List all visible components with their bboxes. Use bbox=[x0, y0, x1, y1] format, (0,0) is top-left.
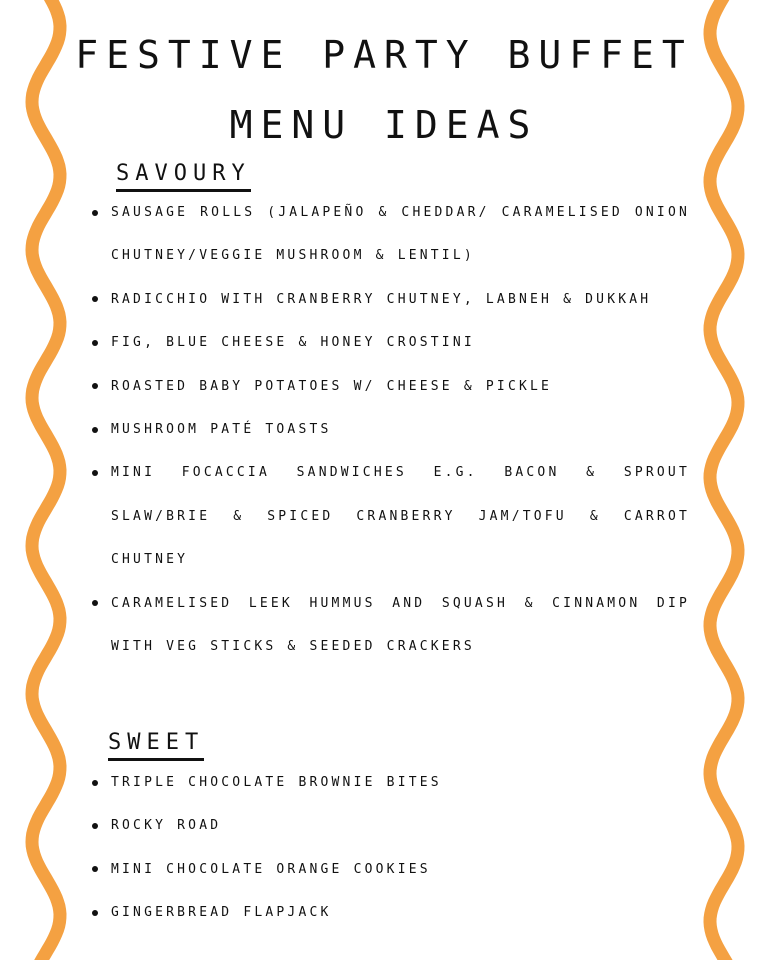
bullet-icon bbox=[92, 340, 98, 346]
list-item bbox=[90, 848, 690, 891]
list-item bbox=[90, 804, 690, 847]
bullet-icon bbox=[92, 823, 98, 829]
bullet-icon bbox=[92, 296, 98, 302]
page-title-line-1: FESTIVE PARTY BUFFET bbox=[75, 33, 693, 77]
menu-item-text: RADICCHIO WITH CRANBERRY CHUTNEY, LABNEH & DUKKAH bbox=[111, 291, 652, 307]
menu-item-text: ROASTED BABY POTATOES W/ CHEESE & PICKLE bbox=[111, 378, 553, 394]
menu-item-text: SAUSAGE ROLLS (JALAPEÑO & CHEDDAR/ CARAMELISED ONION CHUTNEY/VEGGIE MUSHROOM & LENTIL) bbox=[111, 205, 690, 264]
menu-item-text: CARAMELISED LEEK HUMMUS AND SQUASH & CINNAMON DIP WITH VEG STICKS & SEEDED CRACKERS bbox=[111, 595, 690, 655]
menu-item-text: ROCKY ROAD bbox=[111, 818, 222, 834]
menu-item-text: FIG, BLUE CHEESE & HONEY CROSTINI bbox=[111, 335, 475, 351]
menu-item-text: TRIPLE CHOCOLATE BROWNIE BITES bbox=[111, 775, 442, 790]
bullet-icon bbox=[92, 210, 98, 216]
list-item bbox=[90, 365, 690, 408]
section-heading-sweet: SWEET bbox=[108, 730, 204, 761]
bullet-icon bbox=[92, 780, 98, 786]
bullet-icon bbox=[92, 383, 98, 389]
section-heading-savoury: SAVOURY bbox=[116, 161, 251, 192]
menu-item-text: GINGERBREAD FLAPJACK bbox=[111, 905, 332, 921]
list-item bbox=[90, 451, 690, 581]
savoury-menu-list bbox=[90, 191, 690, 668]
list-item bbox=[90, 582, 690, 669]
list-item bbox=[90, 321, 690, 364]
bullet-icon bbox=[92, 910, 98, 916]
bullet-icon bbox=[92, 866, 98, 872]
bullet-icon bbox=[92, 600, 98, 606]
menu-item-text: MINI CHOCOLATE ORANGE COOKIES bbox=[111, 861, 431, 877]
list-item bbox=[90, 191, 690, 278]
bullet-icon bbox=[92, 470, 98, 476]
list-item bbox=[90, 278, 690, 321]
list-item bbox=[90, 761, 690, 804]
bullet-icon bbox=[92, 427, 98, 433]
list-item bbox=[90, 408, 690, 451]
list-item bbox=[90, 891, 690, 934]
sweet-menu-list bbox=[90, 761, 690, 935]
menu-item-text: MUSHROOM PATÉ TOASTS bbox=[111, 422, 332, 438]
menu-item-text: MINI FOCACCIA SANDWICHES E.G. BACON & SPROUT SLAW/BRIE & SPICED CRANBERRY JAM/TOFU & CARROT CHUTNEY bbox=[111, 465, 690, 568]
page-title-line-2: MENU IDEAS bbox=[229, 103, 539, 147]
